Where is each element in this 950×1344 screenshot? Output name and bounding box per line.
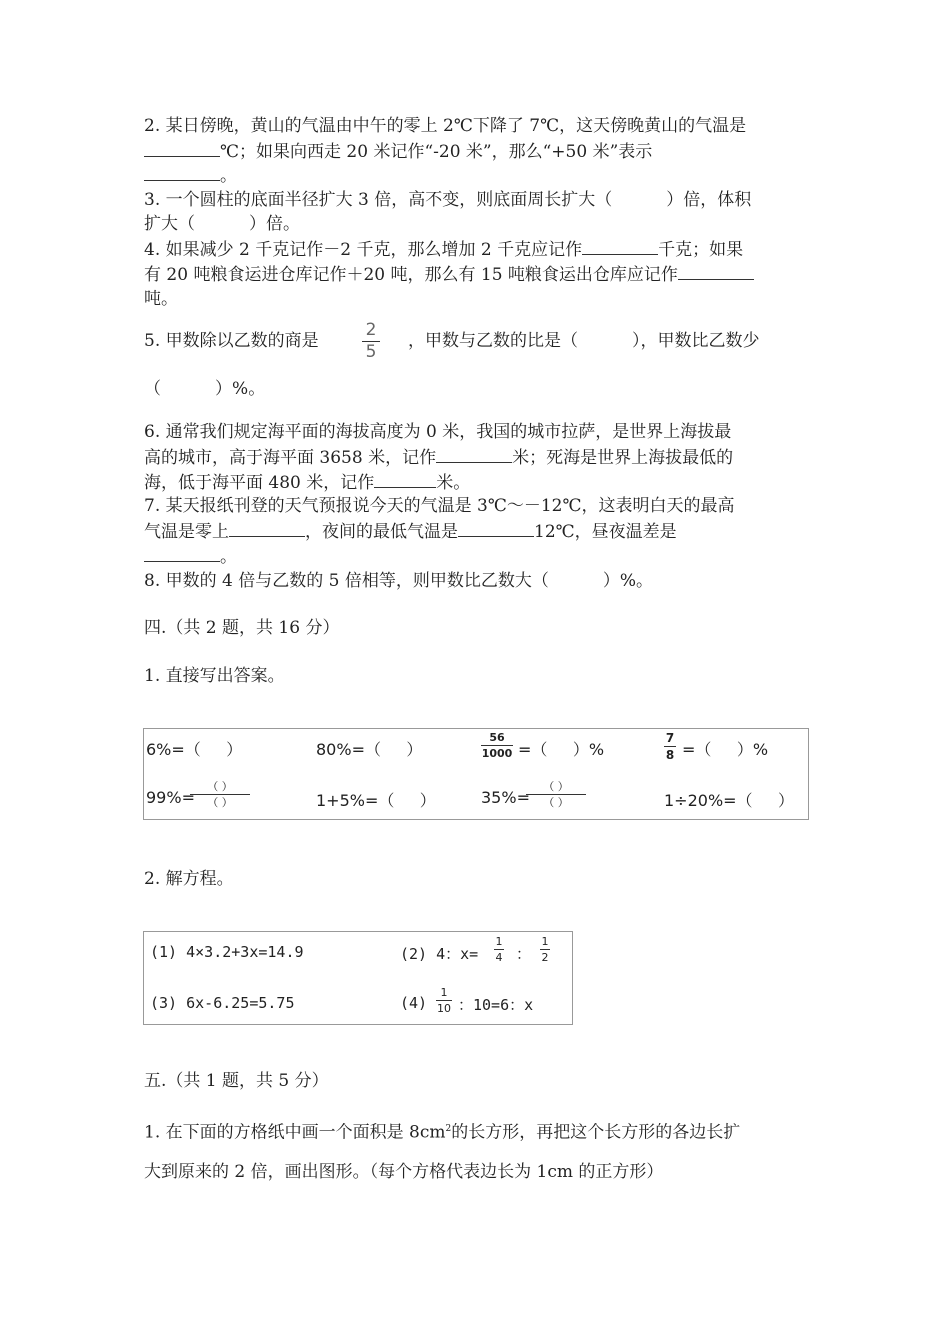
fraction-denominator[interactable]: （ ） [543,796,569,809]
q7-line2-tail: 12℃，昼夜温差是 [534,522,677,542]
q5-fraction [362,322,380,361]
fraction-blank-99 [190,781,250,808]
q7-line2-text: 气温是零上 [144,522,229,542]
fraction-1-10 [436,987,452,1014]
q4-line2 [144,262,754,287]
fraction-numerator: 2 [365,320,377,340]
calc-7-8-tail: =（ ）% [682,740,769,759]
fraction-numerator: 1 [440,986,448,999]
q8-line1: 8. 甲数的 4 倍与乙数的 5 倍相等，则甲数比乙数大（ ）%。 [144,571,654,591]
q4-line1 [144,237,743,262]
calc-1-div-20-percent: 1÷20%=（ ） [664,791,794,810]
q2-line2-text: ℃；如果向西走 20 米记作“-20 米”，那么“+50 米”表示 [220,142,653,162]
q6-line3 [144,470,470,495]
q2-line2 [144,139,652,164]
fraction-denominator: 5 [365,342,377,362]
section5-q1-text: 1. 在下面的方格纸中画一个面积是 8cm [144,1122,446,1143]
answer-blank[interactable] [458,519,534,537]
q7-line3 [144,544,237,569]
calc-56-1000-tail: =（ ）% [518,740,605,759]
section4-q2: 2. 解方程。 [144,869,234,889]
equation-table [143,931,573,1025]
fraction-blank-35 [526,781,586,808]
q6-line2-tail: 米；死海是世界上海拔最低的 [512,448,734,468]
fraction-1-2 [540,936,550,963]
fraction-denominator: 4 [495,951,503,964]
fraction-numerator: 7 [665,731,675,745]
q5-line2: （ ）%。 [144,379,266,399]
equation-4-a: (4) [400,994,428,1012]
q5-line1-b: ，甲数与乙数的比是（ ），甲数比乙数少 [408,331,760,351]
fraction-numerator[interactable]: （ ） [543,780,569,793]
q7-line2-mid: ，夜间的最低气温是 [305,522,458,542]
q5-line1-a: 5. 甲数除以乙数的商是 [144,331,319,351]
fraction-numerator: 56 [489,731,505,744]
fraction-1-4 [494,936,504,963]
fraction-bar [494,949,504,950]
fraction-bar [481,745,513,746]
equation-4-b: ：10=6：x [458,996,534,1014]
equation-1: (1) 4×3.2+3x=14.9 [150,943,304,961]
fraction-bar [190,794,250,795]
calc-35-percent: 35%= [481,788,530,807]
fraction-denominator: 8 [665,748,675,762]
answer-blank[interactable] [144,163,220,181]
fraction-numerator: 1 [495,935,503,948]
fraction-numerator: 1 [541,935,549,948]
q2-line1: 2. 某日傍晚，黄山的气温由中午的零上 2℃下降了 7℃，这天傍晚黄山的气温是 [144,116,747,136]
q7-line2 [144,519,677,544]
fraction-bar [436,1000,452,1001]
q3-line1: 3. 一个圆柱的底面半径扩大 3 倍，高不变，则底面周长扩大（ ）倍，体积 [144,190,752,210]
fraction-bar [664,746,676,747]
equation-2-a: (2) 4：x= [400,945,479,963]
section5-heading: 五.（共 1 题，共 5 分） [144,1071,329,1091]
calc-80-percent: 80%=（ ） [316,740,423,759]
fraction-denominator: 10 [437,1002,451,1015]
section4-heading: 四.（共 2 题，共 16 分） [144,618,340,638]
q4-line1-tail: 千克；如果 [658,240,744,260]
q7-line3-text: 。 [220,547,237,567]
superscript-2: 2 [445,1124,452,1134]
equation-2-colon: ： [516,945,532,963]
fraction-56-1000 [481,732,513,759]
q6-line3-text: 海，低于海平面 480 米，记作 [144,473,375,493]
q7-line1: 7. 某天报纸刊登的天气预报说今天的气温是 3℃～－12℃，这表明白天的最高 [144,496,735,516]
calc-1-plus-5-percent: 1+5%=（ ） [316,791,436,810]
equation-3: (3) 6x-6.25=5.75 [150,994,295,1012]
q3-line2: 扩大（ ）倍。 [144,214,301,234]
answer-blank[interactable] [374,470,436,488]
q6-line2-text: 高的城市，高于海平面 3658 米，记作 [144,448,437,468]
q6-line3-tail: 米。 [436,473,471,493]
fraction-denominator: 1000 [481,747,513,760]
section5-q1-line2: 大到原来的 2 倍，画出图形。（每个方格代表边长为 1cm 的正方形） [144,1162,664,1182]
q4-line1-text: 4. 如果减少 2 千克记作－2 千克，那么增加 2 千克应记作 [144,240,583,260]
fraction-denominator: 2 [541,951,549,964]
q2-line3-text: 。 [220,166,237,186]
fraction-bar [540,949,550,950]
section5-q1-tail: 的长方形，再把这个长方形的各边长扩 [451,1122,741,1143]
q4-line2-text: 有 20 吨粮食运进仓库记作＋20 吨，那么有 15 吨粮食运出仓库应记作 [144,265,678,285]
fraction-7-8 [664,732,676,761]
calc-99-percent: 99%= [146,788,195,807]
answer-blank[interactable] [144,139,220,157]
answer-blank[interactable] [582,237,658,255]
q6-line2 [144,445,733,470]
answer-blank[interactable] [436,445,512,463]
q6-line1: 6. 通常我们规定海平面的海拔高度为 0 米，我国的城市拉萨，是世界上海拔最 [144,422,732,442]
fraction-denominator[interactable]: （ ） [207,796,233,809]
fraction-numerator[interactable]: （ ） [207,780,233,793]
section5-q1-line1 [144,1117,740,1145]
section4-q1: 1. 直接写出答案。 [144,666,285,686]
direct-answer-table [143,728,809,820]
q2-line3 [144,163,237,188]
q4-line3: 吨。 [144,289,178,309]
fraction-bar [526,794,586,795]
calc-6-percent: 6%=（ ） [146,740,243,759]
answer-blank[interactable] [678,262,754,280]
answer-blank[interactable] [229,519,305,537]
answer-blank[interactable] [144,544,220,562]
